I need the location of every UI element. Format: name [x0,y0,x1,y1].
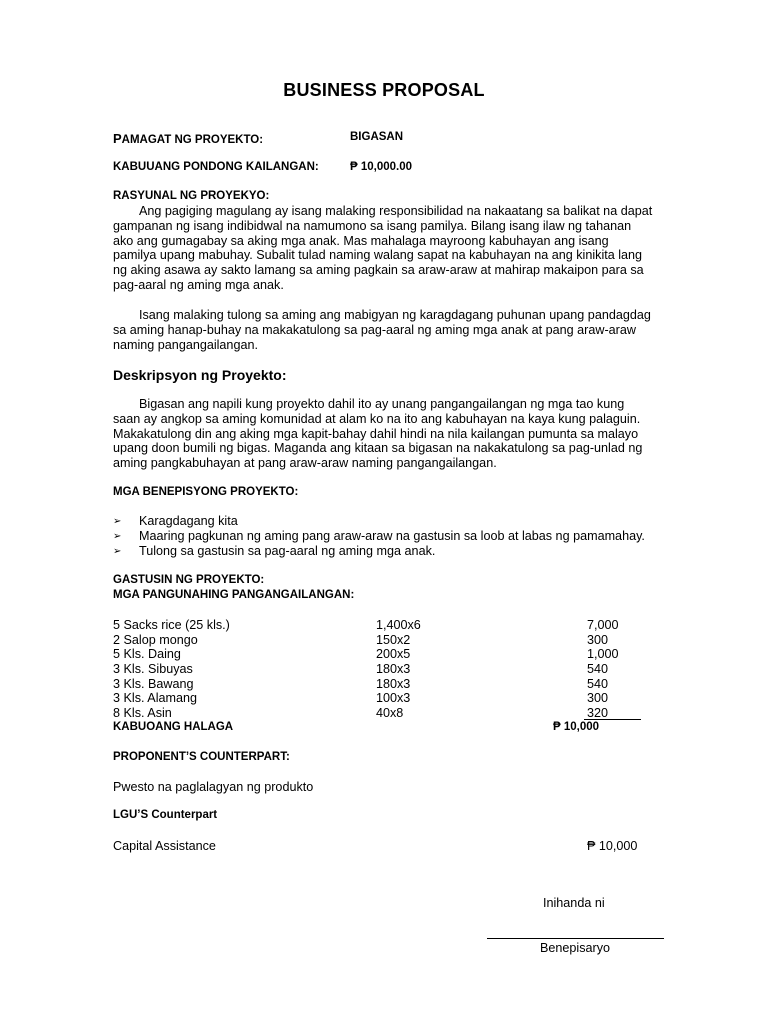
total-fund-value: ₱ 10,000.00 [350,161,413,173]
table-row: 3 Kls. Bawang 180x3 540 [113,677,609,691]
arrow-bullet-icon: ➢ [113,516,122,527]
project-title-value: BIGASAN [350,131,404,143]
list-item: ➢ Maaring pagkunan ng aming pang araw-araw na gastusin sa loob at labas ng pamamahay. [113,529,645,543]
signature-line [487,938,664,939]
table-row: 8 Kls. Asin 40x8 320 [113,706,609,720]
expenses-heading: GASTUSIN NG PROYEKTO: [113,574,265,586]
total-underline [584,719,641,720]
capital-assistance-value: ₱ 10,000 [587,839,638,853]
proponent-text: Pwesto na paglalagyan ng produkto [113,780,314,794]
table-row: 2 Salop mongo 150x2 300 [113,633,609,647]
document-title: BUSINESS PROPOSAL [283,80,485,100]
expenses-subheading: MGA PANGUNAHING PANGANGAILANGAN: [113,589,355,601]
list-item: ➢ Karagdagang kita [113,514,238,528]
lgu-heading: LGU’S Counterpart [113,809,218,821]
list-item: ➢ Tulong sa gastusin sa pag-aaral ng aming mga anak. [113,544,436,558]
description-paragraph: Bigasan ang napili kung proyekto dahil ito ay unang pangangailangan ng mga tao kung saan ay angkop sa aming komunidad at alam ko na ito ang kabuhayan na kaya kung palaguin. Makakatulong din ang aking mga kapit-bahay dahil hindi na nila kailangan pumunta sa malayo upang doon bumili ng bigas. Maganda ang kitaan sa bigasan na nakakatulong sa pag-unlad ng aming pangkabuhayan at pang araw-araw naming pangangailangan. [113,397,643,471]
benefits-heading: MGA BENEPISYONG PROYEKTO: [113,486,299,498]
total-label: KABUOANG HALAGA [113,721,234,733]
arrow-bullet-icon: ➢ [113,531,122,542]
prepared-by-label: Inihanda ni [543,896,605,910]
beneficiary-label: Benepisaryo [540,941,611,955]
benefits-list [113,514,645,559]
total-fund-label: KABUUANG PONDONG KAILANGAN: [113,161,319,173]
description-heading: Deskripsyon ng Proyekto: [113,367,287,383]
capital-assistance-label: Capital Assistance [113,839,216,853]
rationale-paragraph-2: Isang malaking tulong sa aming ang mabigyan ng karagdagang puhunan upang pandagdag sa aming hanap-buhay na makakatulong sa pag-aaral ng aming mga anak at pang araw-araw naming pangangailangan. [113,308,651,352]
total-value: ₱ 10,000 [553,721,600,733]
project-title-label: PAMAGAT NG PROYEKTO: [113,131,264,146]
table-row: 3 Kls. Sibuyas 180x3 540 [113,662,609,676]
arrow-bullet-icon: ➢ [113,546,122,557]
proponent-heading: PROPONENT’S COUNTERPART: [113,751,290,763]
table-row: 5 Kls. Daing 200x5 1,000 [113,647,619,661]
rationale-heading: RASYUNAL NG PROYEKYO: [113,190,270,202]
rationale-paragraph-1: Ang pagiging magulang ay isang malaking responsibilidad na nakaatang sa balikat na dapat gampanan ng isang indibidwal na namumono sa isang pamilya. Bilang isang ilaw ng tahanan ako ang gumagabay sa aking mga anak. Mas mahalaga mayroong kabuhayan ang isang pamilya upang mabuhay. Subalit tulad naming walang sapat na kabuhayan na ang kinikita lang ng aking asawa ay sakto lamang sa aming pagkain sa araw-araw at mahirap makaipon para sa pag-aaral ng aming mga anak. [113,204,653,292]
table-row: 3 Kls. Alamang 100x3 300 [113,691,609,705]
table-row: 5 Sacks rice (25 kls.) 1,400x6 7,000 [113,618,619,632]
